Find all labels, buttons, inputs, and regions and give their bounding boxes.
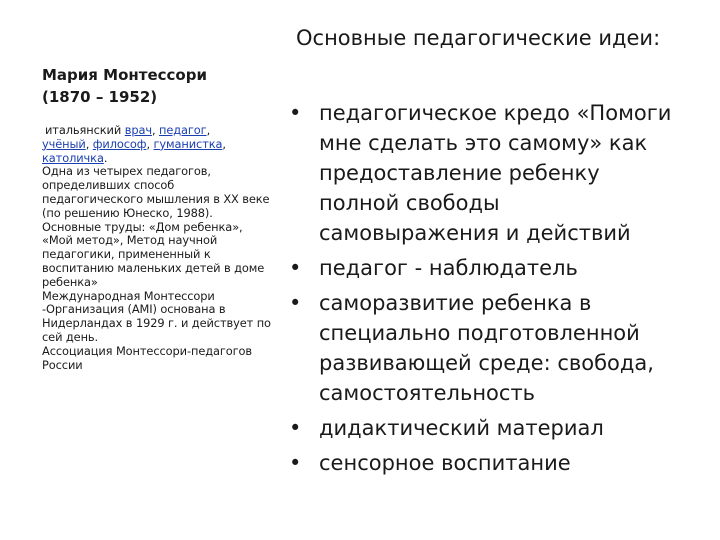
biography-panel	[42, 64, 272, 372]
bio-paragraph-association: Ассоциация Монтессори-педагогов России	[42, 343, 253, 372]
slide-title: Основные педагогические идеи:	[296, 26, 661, 50]
bio-intro: итальянский врач, педагог, учёный, философ, гуманистка, католичка.	[42, 123, 226, 165]
list-item: • педагогическое кредо «Помоги мне сделать это самому» как предоставление ребенку полной свободы самовыражения и действий	[283, 98, 713, 248]
link-philosopher[interactable]: философ	[92, 136, 147, 151]
bullet-icon: •	[289, 101, 302, 125]
link-pedagogue[interactable]: педагог	[159, 123, 207, 137]
bullet-icon: •	[289, 451, 302, 475]
link-catholic[interactable]: католичка	[42, 150, 104, 165]
link-doctor[interactable]: врач	[124, 123, 152, 137]
bio-paragraph-method: «Мой метод», Метод научной педагогики, примененный к воспитанию маленьких детей в доме ребенка»	[42, 233, 265, 289]
bio-paragraph-unesco: Одна из четырех педагогов, определивших способ педагогического мышления в XX веке (по решению Юнеско, 1988).	[42, 164, 270, 220]
bullet-icon: •	[289, 291, 302, 315]
list-item: • дидактический материал	[283, 413, 713, 443]
person-name: Мария Монтессори	[42, 66, 207, 84]
person-years: (1870 – 1952)	[42, 88, 158, 106]
ideas-list	[283, 98, 713, 478]
bullet-icon: •	[289, 416, 302, 440]
link-humanist[interactable]: гуманистка	[153, 136, 223, 151]
bullet-icon: •	[289, 256, 302, 280]
bio-prefix: итальянский	[45, 123, 122, 137]
link-scientist[interactable]: учёный	[42, 136, 86, 151]
bio-paragraph-works: Основные труды: «Дом ребенка»,	[42, 219, 243, 234]
list-item: • сенсорное воспитание	[283, 448, 713, 478]
ideas-panel	[283, 98, 713, 478]
bio-paragraph-ami: Международная Монтессори -Организация (AMI) основана в Нидерландах в 1929 г. и действует по сей день.	[42, 288, 271, 344]
list-item: • саморазвитие ребенка в специально подготовленной развивающей среде: свобода, самостоятельность	[283, 288, 713, 408]
list-item: • педагог - наблюдатель	[283, 253, 713, 283]
